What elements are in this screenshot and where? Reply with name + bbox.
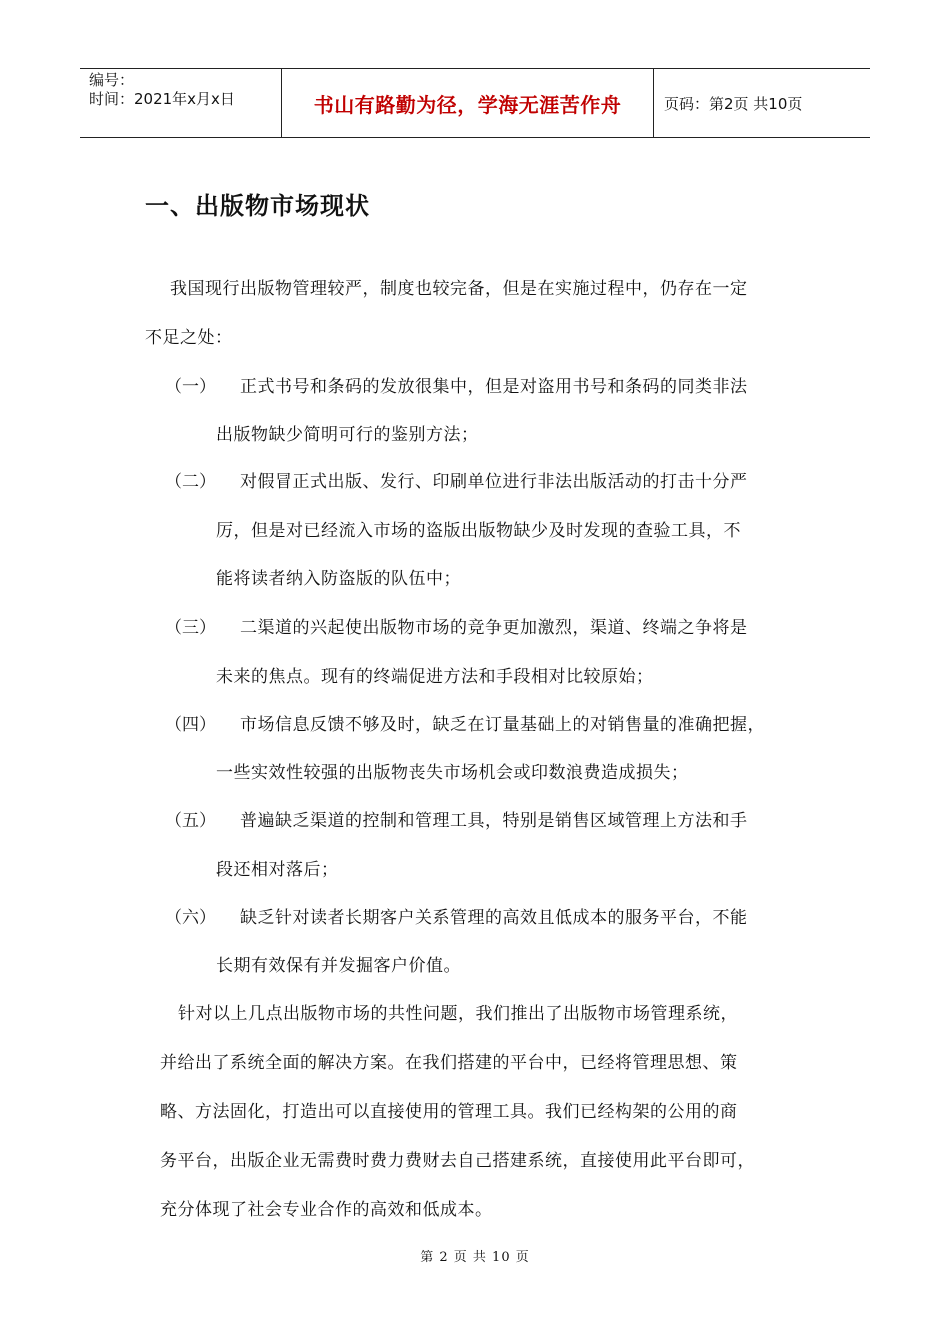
list-item-number: （六）	[165, 908, 216, 928]
list-item-number: （三）	[165, 618, 216, 638]
conclusion-line-2: 并给出了系统全面的解决方案。在我们搭建的平台中，已经将管理思想、策	[160, 1053, 738, 1073]
list-item-number: （四）	[165, 715, 216, 735]
page-header	[80, 68, 870, 138]
document-date: 时间：2021年x月x日	[89, 90, 235, 108]
list-item-line: 缺乏针对读者长期客户关系管理的高效且低成本的服务平台，不能	[240, 908, 748, 928]
conclusion-line-5: 充分体现了社会专业合作的高效和低成本。	[160, 1200, 493, 1220]
document-number-label: 编号：	[89, 71, 135, 89]
list-item-line: 能将读者纳入防盗版的队伍中；	[216, 569, 461, 589]
list-item-number: （一）	[165, 377, 216, 397]
conclusion-line-1: 针对以上几点出版物市场的共性问题，我们推出了出版物市场管理系统，	[178, 1004, 738, 1024]
section-title: 一、出版物市场现状	[145, 192, 370, 220]
intro-line-2: 不足之处：	[145, 328, 233, 348]
list-item-line: 正式书号和条码的发放很集中，但是对盗用书号和条码的同类非法	[240, 377, 748, 397]
conclusion-line-4: 务平台，出版企业无需费时费力费财去自己搭建系统，直接使用此平台即可，	[160, 1151, 755, 1171]
header-motto: 书山有路勤为径，学海无涯苦作舟	[282, 69, 654, 137]
conclusion-line-3: 略、方法固化，打造出可以直接使用的管理工具。我们已经构架的公用的商	[160, 1102, 738, 1122]
list-item-line: 一些实效性较强的出版物丧失市场机会或印数浪费造成损失；	[216, 763, 689, 783]
page-footer: 第 2 页 共 10 页	[420, 1250, 530, 1265]
list-item-line: 出版物缺少简明可行的鉴别方法；	[216, 425, 479, 445]
list-item-line: 普遍缺乏渠道的控制和管理工具，特别是销售区域管理上方法和手	[240, 811, 748, 831]
list-item-line: 未来的焦点。现有的终端促进方法和手段相对比较原始；	[216, 667, 654, 687]
list-item-line: 段还相对落后；	[216, 860, 339, 880]
list-item-line: 市场信息反馈不够及时，缺乏在订量基础上的对销售量的准确把握，	[240, 715, 765, 735]
intro-line-1: 我国现行出版物管理较严，制度也较完备，但是在实施过程中，仍存在一定	[170, 279, 748, 299]
list-item-line: 对假冒正式出版、发行、印刷单位进行非法出版活动的打击十分严	[240, 472, 748, 492]
list-item-line: 厉，但是对已经流入市场的盗版出版物缺少及时发现的查验工具，不	[216, 521, 741, 541]
list-item-line: 长期有效保有并发掘客户价值。	[216, 956, 461, 976]
list-item-number: （二）	[165, 472, 216, 492]
header-page-info: 页码：第2页 共10页	[664, 94, 803, 113]
list-item-number: （五）	[165, 811, 216, 831]
header-meta	[80, 69, 282, 137]
list-item-line: 二渠道的兴起使出版物市场的竞争更加激烈，渠道、终端之争将是	[240, 618, 748, 638]
